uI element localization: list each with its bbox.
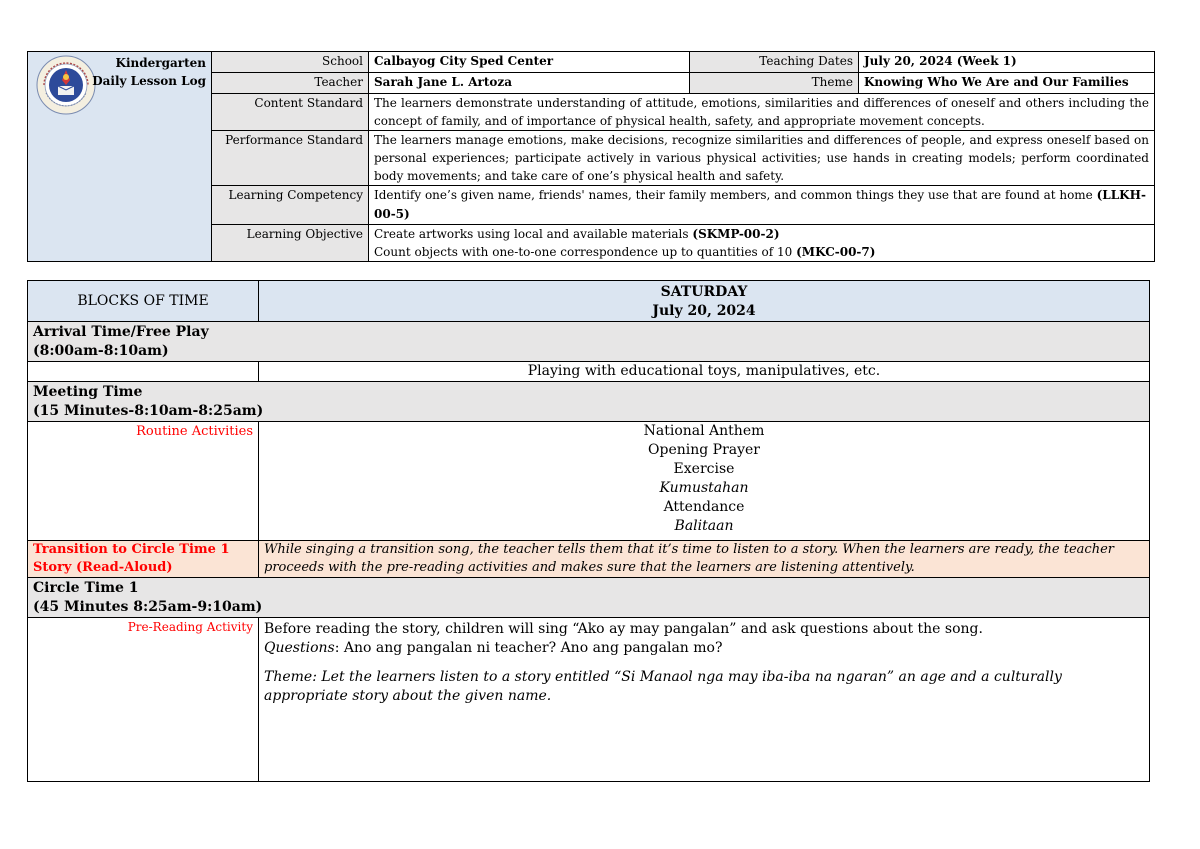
performance-standard-label: Performance Standard: [212, 131, 369, 186]
routine-item: Exercise: [673, 461, 735, 477]
routine-item: Opening Prayer: [648, 442, 760, 458]
routine-activities-label: Routine Activities: [28, 422, 259, 541]
routine-item: Balitaan: [674, 518, 734, 534]
objective-2-code: (MKC-00-7): [796, 245, 876, 259]
routine-item: Attendance: [663, 499, 745, 515]
meeting-time: (15 Minutes-8:10am-8:25am): [33, 403, 264, 419]
pre-reading-line-1: Before reading the story, children will sing “Ako ay may pangalan” and ask questions about the song.: [264, 621, 983, 637]
arrival-activity: Playing with educational toys, manipulatives, etc.: [259, 362, 1150, 382]
objective-1-text: Create artworks using local and available materials: [374, 227, 689, 241]
performance-standard-text: The learners manage emotions, make decisions, recognize similarities and differences of people, and express oneself based on personal experiences; participate actively in various physical activities; use hands in creating models; perform coordinated body movements; and take care of one’s physical health and safety.: [369, 131, 1155, 186]
competency-code: (LLKH-00-5): [374, 188, 1146, 221]
transition-label: [28, 541, 259, 578]
day-name: SATURDAY: [660, 284, 748, 300]
spacer: [264, 658, 1144, 668]
pre-reading-content: [259, 618, 1150, 782]
lesson-log-header-table: [27, 51, 1155, 262]
learning-competency-text: [369, 186, 1155, 225]
day-header: [259, 281, 1150, 322]
theme-value: Knowing Who We Are and Our Families: [859, 73, 1155, 94]
questions-label: Questions: [264, 640, 335, 656]
teaching-dates-label: Teaching Dates: [690, 52, 859, 73]
routine-item: National Anthem: [643, 423, 765, 439]
arrival-time: (8:00am-8:10am): [33, 343, 169, 359]
school-value: Calbayog City Sped Center: [369, 52, 690, 73]
objective-1-code: (SKMP-00-2): [692, 227, 780, 241]
objective-line-1: [374, 225, 1149, 243]
teacher-value: Sarah Jane L. Artoza: [369, 73, 690, 94]
logo-title-cell: [28, 52, 212, 262]
circle-time-title: Circle Time 1: [33, 580, 139, 596]
transition-label-line-2: Story (Read-Aloud): [33, 560, 173, 575]
grade-label: Kindergarten: [115, 56, 206, 70]
learning-competency-label: Learning Competency: [212, 186, 369, 225]
deped-seal-logo: [36, 55, 96, 115]
routine-activities-list: [259, 422, 1150, 541]
blocks-of-time-header: BLOCKS OF TIME: [28, 281, 259, 322]
circle-time-time: (45 Minutes 8:25am-9:10am): [33, 599, 263, 615]
log-title: Daily Lesson Log: [92, 74, 206, 88]
schedule-table: [27, 280, 1150, 782]
competency-text: Identify one’s given name, friends' names, their family members, and common things they use that are found at home: [374, 188, 1093, 202]
content-standard-label: Content Standard: [212, 94, 369, 131]
routine-item: Kumustahan: [659, 480, 749, 496]
log-title-block: [92, 54, 206, 90]
learning-objective-label: Learning Objective: [212, 225, 369, 262]
objective-2-text: Count objects with one-to-one correspondence up to quantities of 10: [374, 245, 793, 259]
meeting-section-header: [28, 382, 1150, 422]
theme-label: Theme: [690, 73, 859, 94]
objective-line-2: [374, 243, 1149, 261]
meeting-title: Meeting Time: [33, 384, 143, 400]
arrival-title: Arrival Time/Free Play: [33, 324, 209, 340]
arrival-section-header: [28, 322, 1150, 362]
learning-objective-text: [369, 225, 1155, 262]
teaching-dates-value: July 20, 2024 (Week 1): [859, 52, 1155, 73]
transition-text: While singing a transition song, the teacher tells them that it’s time to listen to a story. When the learners are ready, the teacher proceeds with the pre-reading activities and makes sure that the learners are listening attentively.: [259, 541, 1150, 578]
circle-time-section-header: [28, 578, 1150, 618]
school-label: School: [212, 52, 369, 73]
questions-line: [264, 639, 1144, 658]
transition-label-line-1: Transition to Circle Time 1: [33, 542, 230, 557]
questions-text: : Ano ang pangalan ni teacher? Ano ang pangalan mo?: [334, 640, 723, 656]
content-standard-text: The learners demonstrate understanding of attitude, emotions, similarities and differences of oneself and others including the concept of family, and of importance of physical health, safety, and appropriate movement concepts.: [369, 94, 1155, 131]
day-date: July 20, 2024: [652, 303, 756, 319]
story-theme-text: Theme: Let the learners listen to a story entitled “Si Manaol nga may iba-iba na ngaran” an age and a culturally appropriate story about the given name.: [264, 669, 1062, 704]
arrival-label-cell: [28, 362, 259, 382]
pre-reading-label: Pre-Reading Activity: [28, 618, 259, 782]
teacher-label: Teacher: [212, 73, 369, 94]
